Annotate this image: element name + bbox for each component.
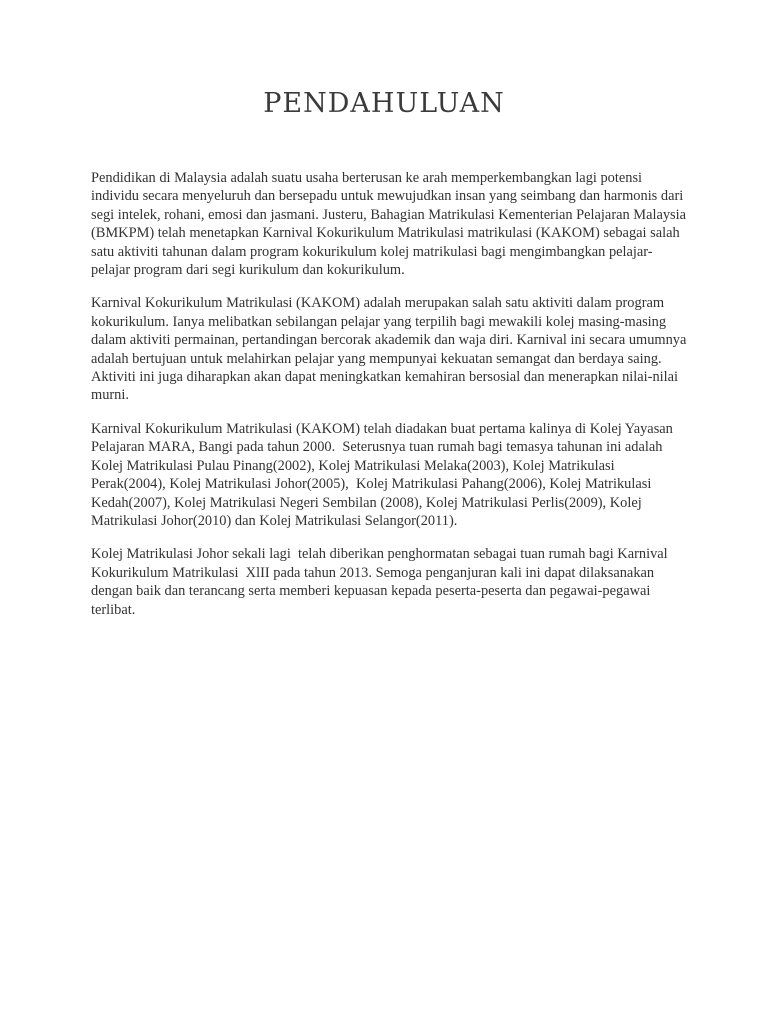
paragraph-3: Karnival Kokurikulum Matrikulasi (KAKOM) telah diadakan buat pertama kalinya di Kolej Yayasan Pelajaran MARA, Bangi pada tahun 2000. Seterusnya tuan rumah bagi temasya tahunan ini adalah Kolej Matrikulasi Pulau Pinang(2002), Kolej Matrikulasi Melaka(2003), Kolej Matrikulasi Perak(2004), Kolej Matrikulasi Johor(2005), Kolej Matrikulasi Pahang(2006), Kolej Matrikulasi Kedah(2007), Kolej Matrikulasi Negeri Sembilan (2008), Kolej Matrikulasi Perlis(2009), Kolej Matrikulasi Johor(2010) dan Kolej Matrikulasi Selangor(2011). bbox=[91, 420, 677, 529]
paragraph-2: Karnival Kokurikulum Matrikulasi (KAKOM) adalah merupakan salah satu aktiviti dalam program kokurikulum. Ianya melibatkan sebilangan pelajar yang terpilih bagi mewakili kolej masing-masing dalam aktiviti permainan, pertandingan bercorak akademik dan waja diri. Karnival ini secara umumnya adalah bertujuan untuk melahirkan pelajar yang mempunyai kekuatan semangat dan berdaya saing. Aktiviti ini juga diharapkan akan dapat meningkatkan kemahiran bersosial dan menerapkan nilai-nilai murni. bbox=[91, 295, 690, 404]
page-title: PENDAHULUAN bbox=[263, 88, 505, 119]
paragraph-1: Pendidikan di Malaysia adalah suatu usaha berterusan ke arah memperkembangkan lagi potensi individu secara menyeluruh dan bersepadu untuk mewujudkan insan yang seimbang dan harmonis dari segi intelek, rohani, emosi dan jasmani. Justeru, Bahagian Matrikulasi Kementerian Pelajaran Malaysia (BMKPM) telah menetapkan Karnival Kokurikulum Matrikulasi matrikulasi (KAKOM) sebagai salah satu aktiviti tahunan dalam program kokurikulum kolej matrikulasi bagi mengimbangkan pelajar-pelajar program dari segi kurikulum dan kokurikulum. bbox=[91, 170, 690, 279]
paragraph-4: Kolej Matrikulasi Johor sekali lagi telah diberikan penghormatan sebagai tuan rumah bagi Karnival Kokurikulum Matrikulasi XlII pada tahun 2013. Semoga penganjuran kali ini dapat dilaksanakan dengan baik dan terancang serta memberi kepuasan kepada peserta-peserta dan pegawai-pegawai terlibat. bbox=[91, 546, 672, 618]
document-body bbox=[91, 169, 691, 634]
